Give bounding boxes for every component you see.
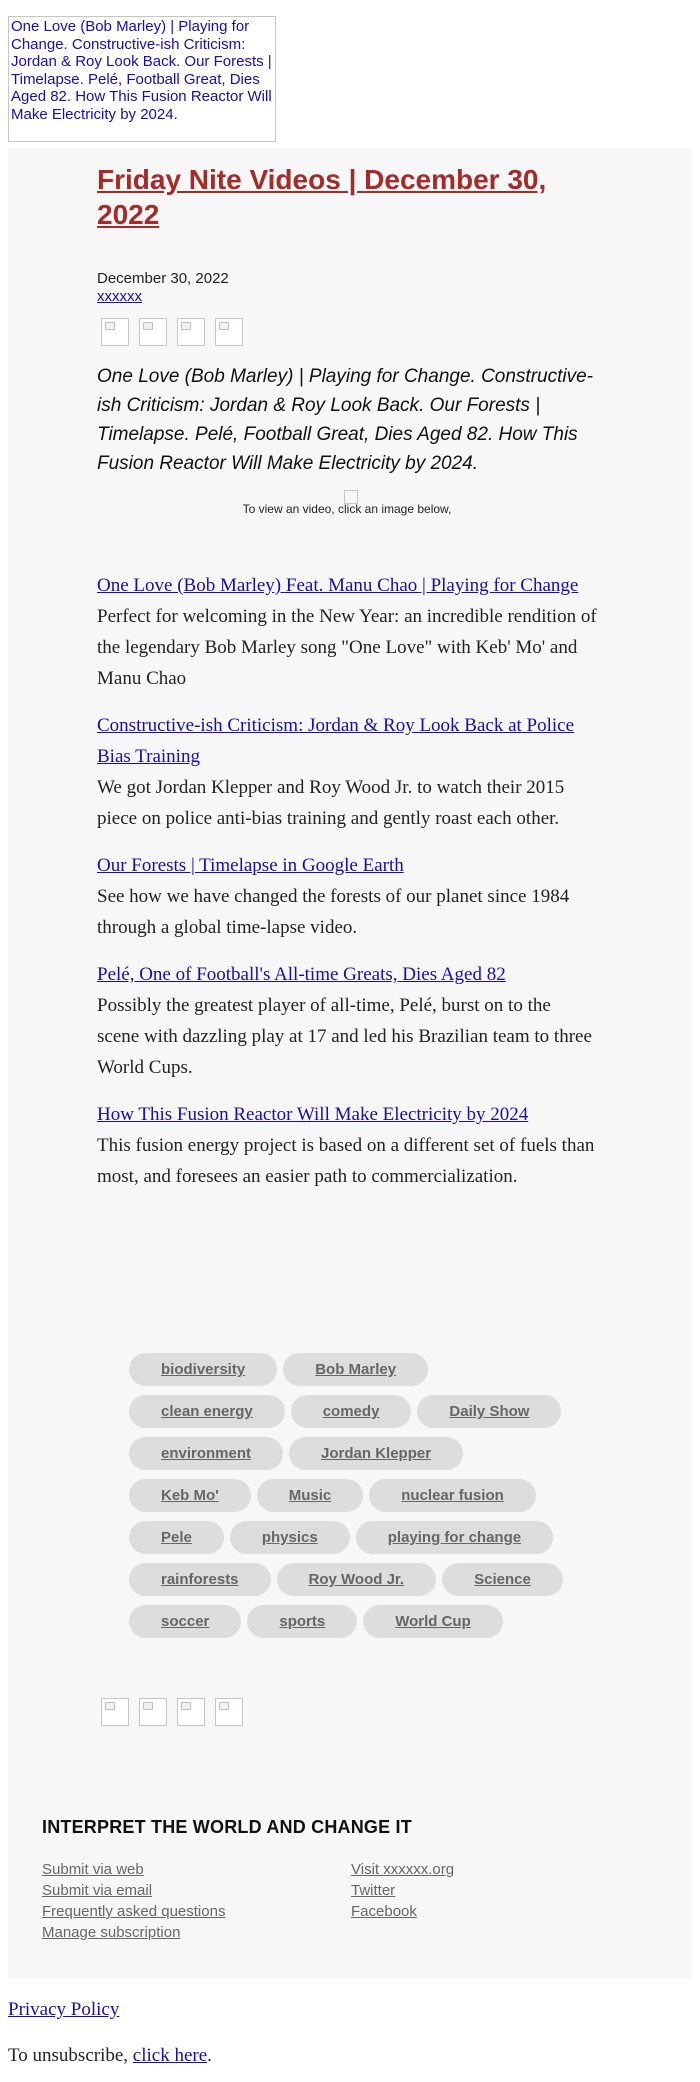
newsletter-footer <box>42 1816 662 1943</box>
share-image-icon[interactable] <box>101 318 129 346</box>
broken-image-icon <box>344 490 358 504</box>
view-note-text: To view an video, click an image below, <box>242 502 452 516</box>
share-icons-bottom <box>101 1698 243 1726</box>
tag-pele[interactable]: Pele <box>129 1521 224 1554</box>
tag-jordan-klepper[interactable]: Jordan Klepper <box>289 1437 463 1470</box>
share-image-icon[interactable] <box>139 318 167 346</box>
submit-email-link[interactable]: Submit via email <box>42 1882 153 1899</box>
video-link[interactable]: Constructive-ish Criticism: Jordan & Roy Look Back at Police Bias Training <box>97 715 575 767</box>
video-link[interactable]: How This Fusion Reactor Will Make Electricity by 2024 <box>97 1104 529 1125</box>
tag-biodiversity[interactable]: biodiversity <box>129 1353 277 1386</box>
tag-science[interactable]: Science <box>442 1563 563 1596</box>
tag-playing-for-change[interactable]: playing for change <box>356 1521 553 1554</box>
manage-subscription-link[interactable]: Manage subscription <box>42 1924 181 1941</box>
tag-keb-mo[interactable]: Keb Mo' <box>129 1479 251 1512</box>
footer-col-left <box>42 1859 351 1943</box>
video-item <box>97 850 597 943</box>
header-image[interactable]: One Love (Bob Marley) | Playing for Change. Constructive-ish Criticism: Jordan & Roy Look Back. Our Forests | Timelapse. Pelé, Football Great, Dies Aged 82. How This Fusion Reactor Will Make Electricity by 2024. <box>8 16 276 142</box>
video-description: This fusion energy project is based on a different set of fuels than most, and foresees an easier path to commercialization. <box>97 1135 595 1187</box>
footer-heading: INTERPRET THE WORLD AND CHANGE IT <box>42 1817 412 1837</box>
tag-world-cup[interactable]: World Cup <box>363 1605 503 1638</box>
video-description: We got Jordan Klepper and Roy Wood Jr. to watch their 2015 piece on police anti-bias training and gently roast each other. <box>97 777 565 829</box>
tag-list <box>129 1353 569 1638</box>
unsubscribe-prefix: To unsubscribe, <box>8 2045 133 2066</box>
video-item <box>97 959 597 1083</box>
footer-col-right <box>351 1859 660 1943</box>
post-author-link[interactable]: xxxxxx <box>97 288 142 305</box>
tag-physics[interactable]: physics <box>230 1521 350 1554</box>
facebook-link[interactable]: Facebook <box>351 1903 417 1920</box>
twitter-link[interactable]: Twitter <box>351 1882 396 1899</box>
video-description: Possibly the greatest player of all-time, Pelé, burst on to the scene with dazzling play at 17 and led his Brazilian team to three World Cups. <box>97 995 592 1078</box>
share-icons-top <box>101 318 597 346</box>
tag-daily-show[interactable]: Daily Show <box>417 1395 561 1428</box>
video-list <box>97 570 597 1192</box>
post-summary: One Love (Bob Marley) | Playing for Change. Constructive-ish Criticism: Jordan & Roy Look Back. Our Forests | Timelapse. Pelé, Football Great, Dies Aged 82. How This Fusion Reactor Will Make Electricity by 2024. <box>97 366 593 474</box>
share-image-icon[interactable] <box>177 318 205 346</box>
submit-web-link[interactable]: Submit via web <box>42 1861 144 1878</box>
post-title-link[interactable]: Friday Nite Videos | December 30, 2022 <box>97 164 547 230</box>
tag-bob-marley[interactable]: Bob Marley <box>283 1353 428 1386</box>
tag-music[interactable]: Music <box>257 1479 364 1512</box>
share-image-icon[interactable] <box>215 318 243 346</box>
video-link[interactable]: One Love (Bob Marley) Feat. Manu Chao | Playing for Change <box>97 575 579 596</box>
share-image-icon[interactable] <box>177 1698 205 1726</box>
share-image-icon[interactable] <box>215 1698 243 1726</box>
tag-nuclear-fusion[interactable]: nuclear fusion <box>369 1479 536 1512</box>
newsletter-panel <box>8 148 692 1978</box>
tag-soccer[interactable]: soccer <box>129 1605 241 1638</box>
tag-comedy[interactable]: comedy <box>291 1395 412 1428</box>
privacy-policy-link[interactable]: Privacy Policy <box>8 1999 120 2020</box>
view-note <box>97 490 597 516</box>
post-content <box>97 162 597 1208</box>
unsubscribe-line <box>8 2044 212 2068</box>
tag-clean-energy[interactable]: clean energy <box>129 1395 285 1428</box>
unsubscribe-suffix: . <box>207 2045 212 2066</box>
unsubscribe-link[interactable]: click here <box>132 2045 208 2066</box>
visit-site-link[interactable]: Visit xxxxxx.org <box>351 1861 455 1878</box>
tag-environment[interactable]: environment <box>129 1437 283 1470</box>
footer-links <box>42 1859 662 1943</box>
share-image-icon[interactable] <box>139 1698 167 1726</box>
video-link[interactable]: Our Forests | Timelapse in Google Earth <box>97 855 404 876</box>
tag-roy-wood-jr[interactable]: Roy Wood Jr. <box>277 1563 437 1596</box>
faq-link[interactable]: Frequently asked questions <box>42 1903 226 1920</box>
video-item <box>97 710 597 834</box>
video-description: Perfect for welcoming in the New Year: an incredible rendition of the legendary Bob Marley song "One Love" with Keb' Mo' and Manu Chao <box>97 606 597 689</box>
video-item <box>97 1099 597 1192</box>
video-item <box>97 570 597 694</box>
video-description: See how we have changed the forests of our planet since 1984 through a global time-lapse video. <box>97 886 570 938</box>
post-date: December 30, 2022 <box>97 270 229 287</box>
share-image-icon[interactable] <box>101 1698 129 1726</box>
video-link[interactable]: Pelé, One of Football's All-time Greats, Dies Aged 82 <box>97 964 506 985</box>
tag-sports[interactable]: sports <box>247 1605 357 1638</box>
tag-rainforests[interactable]: rainforests <box>129 1563 271 1596</box>
